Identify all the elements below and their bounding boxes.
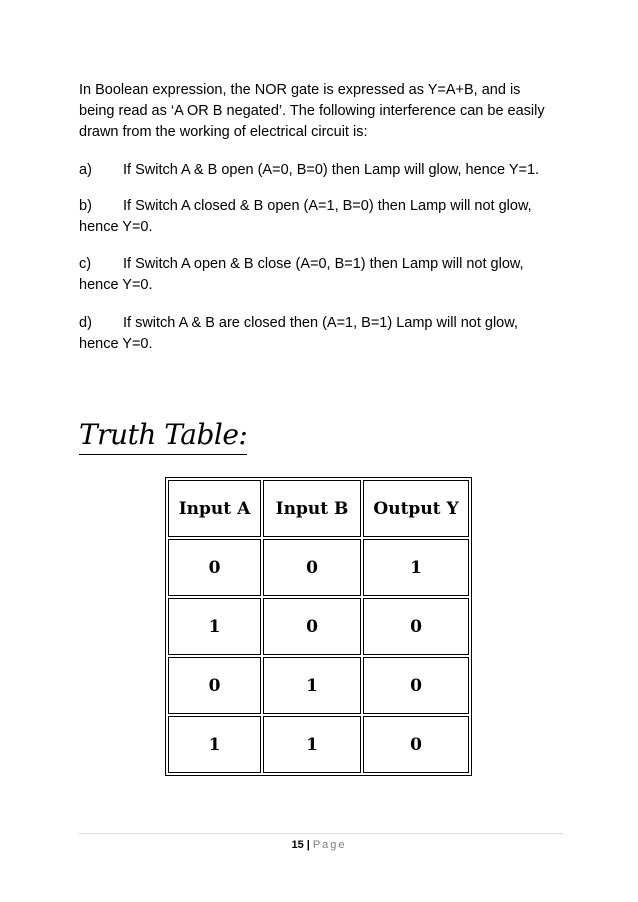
table-cell: 1 <box>263 716 361 773</box>
list-marker: c) <box>79 256 92 272</box>
table-row <box>168 716 469 773</box>
table-cell: 0 <box>363 716 469 773</box>
column-header: Output Y <box>363 480 469 537</box>
column-header: Input A <box>168 480 261 537</box>
table-cell: 0 <box>263 539 361 596</box>
intro-paragraph: In Boolean expression, the NOR gate is expressed as Y=A+B, and is being read as ‘A OR B negated’. The following interference can be easily drawn from the working of electrical circuit is: <box>79 82 545 140</box>
table-row <box>168 539 469 596</box>
table-header-row <box>168 480 469 537</box>
list-marker: b) <box>79 198 92 214</box>
table-cell: 0 <box>168 657 261 714</box>
list-item-text: If Switch A open & B close (A=0, B=1) then Lamp will not glow, hence Y=0. <box>79 256 524 293</box>
list-item-text: If Switch A closed & B open (A=1, B=0) then Lamp will not glow, hence Y=0. <box>79 198 532 235</box>
table-cell: 1 <box>168 716 261 773</box>
list-item-text: If Switch A & B open (A=0, B=0) then Lamp will glow, hence Y=1. <box>123 162 540 178</box>
list-marker: a) <box>79 162 92 178</box>
page-footer <box>0 838 638 852</box>
list-item-c <box>79 254 559 296</box>
table-cell: 1 <box>263 657 361 714</box>
list-item-d <box>79 313 559 355</box>
table-cell: 1 <box>168 598 261 655</box>
table-row <box>168 657 469 714</box>
truth-table-heading: Truth Table: <box>79 418 247 455</box>
list-item-b <box>79 196 559 238</box>
table-row <box>168 598 469 655</box>
table-cell: 0 <box>363 657 469 714</box>
table-cell: 0 <box>168 539 261 596</box>
footer-separator: | <box>306 839 310 851</box>
footer-divider <box>79 833 563 834</box>
list-item-a <box>79 160 559 181</box>
list-marker: d) <box>79 315 92 331</box>
column-header: Input B <box>263 480 361 537</box>
page-number: 15 <box>291 839 304 851</box>
table-cell: 0 <box>363 598 469 655</box>
list-item-text: If switch A & B are closed then (A=1, B=1) Lamp will not glow, hence Y=0. <box>79 315 518 352</box>
table-cell: 1 <box>363 539 469 596</box>
page-word: Page <box>312 839 347 851</box>
table-cell: 0 <box>263 598 361 655</box>
truth-table <box>165 477 472 776</box>
